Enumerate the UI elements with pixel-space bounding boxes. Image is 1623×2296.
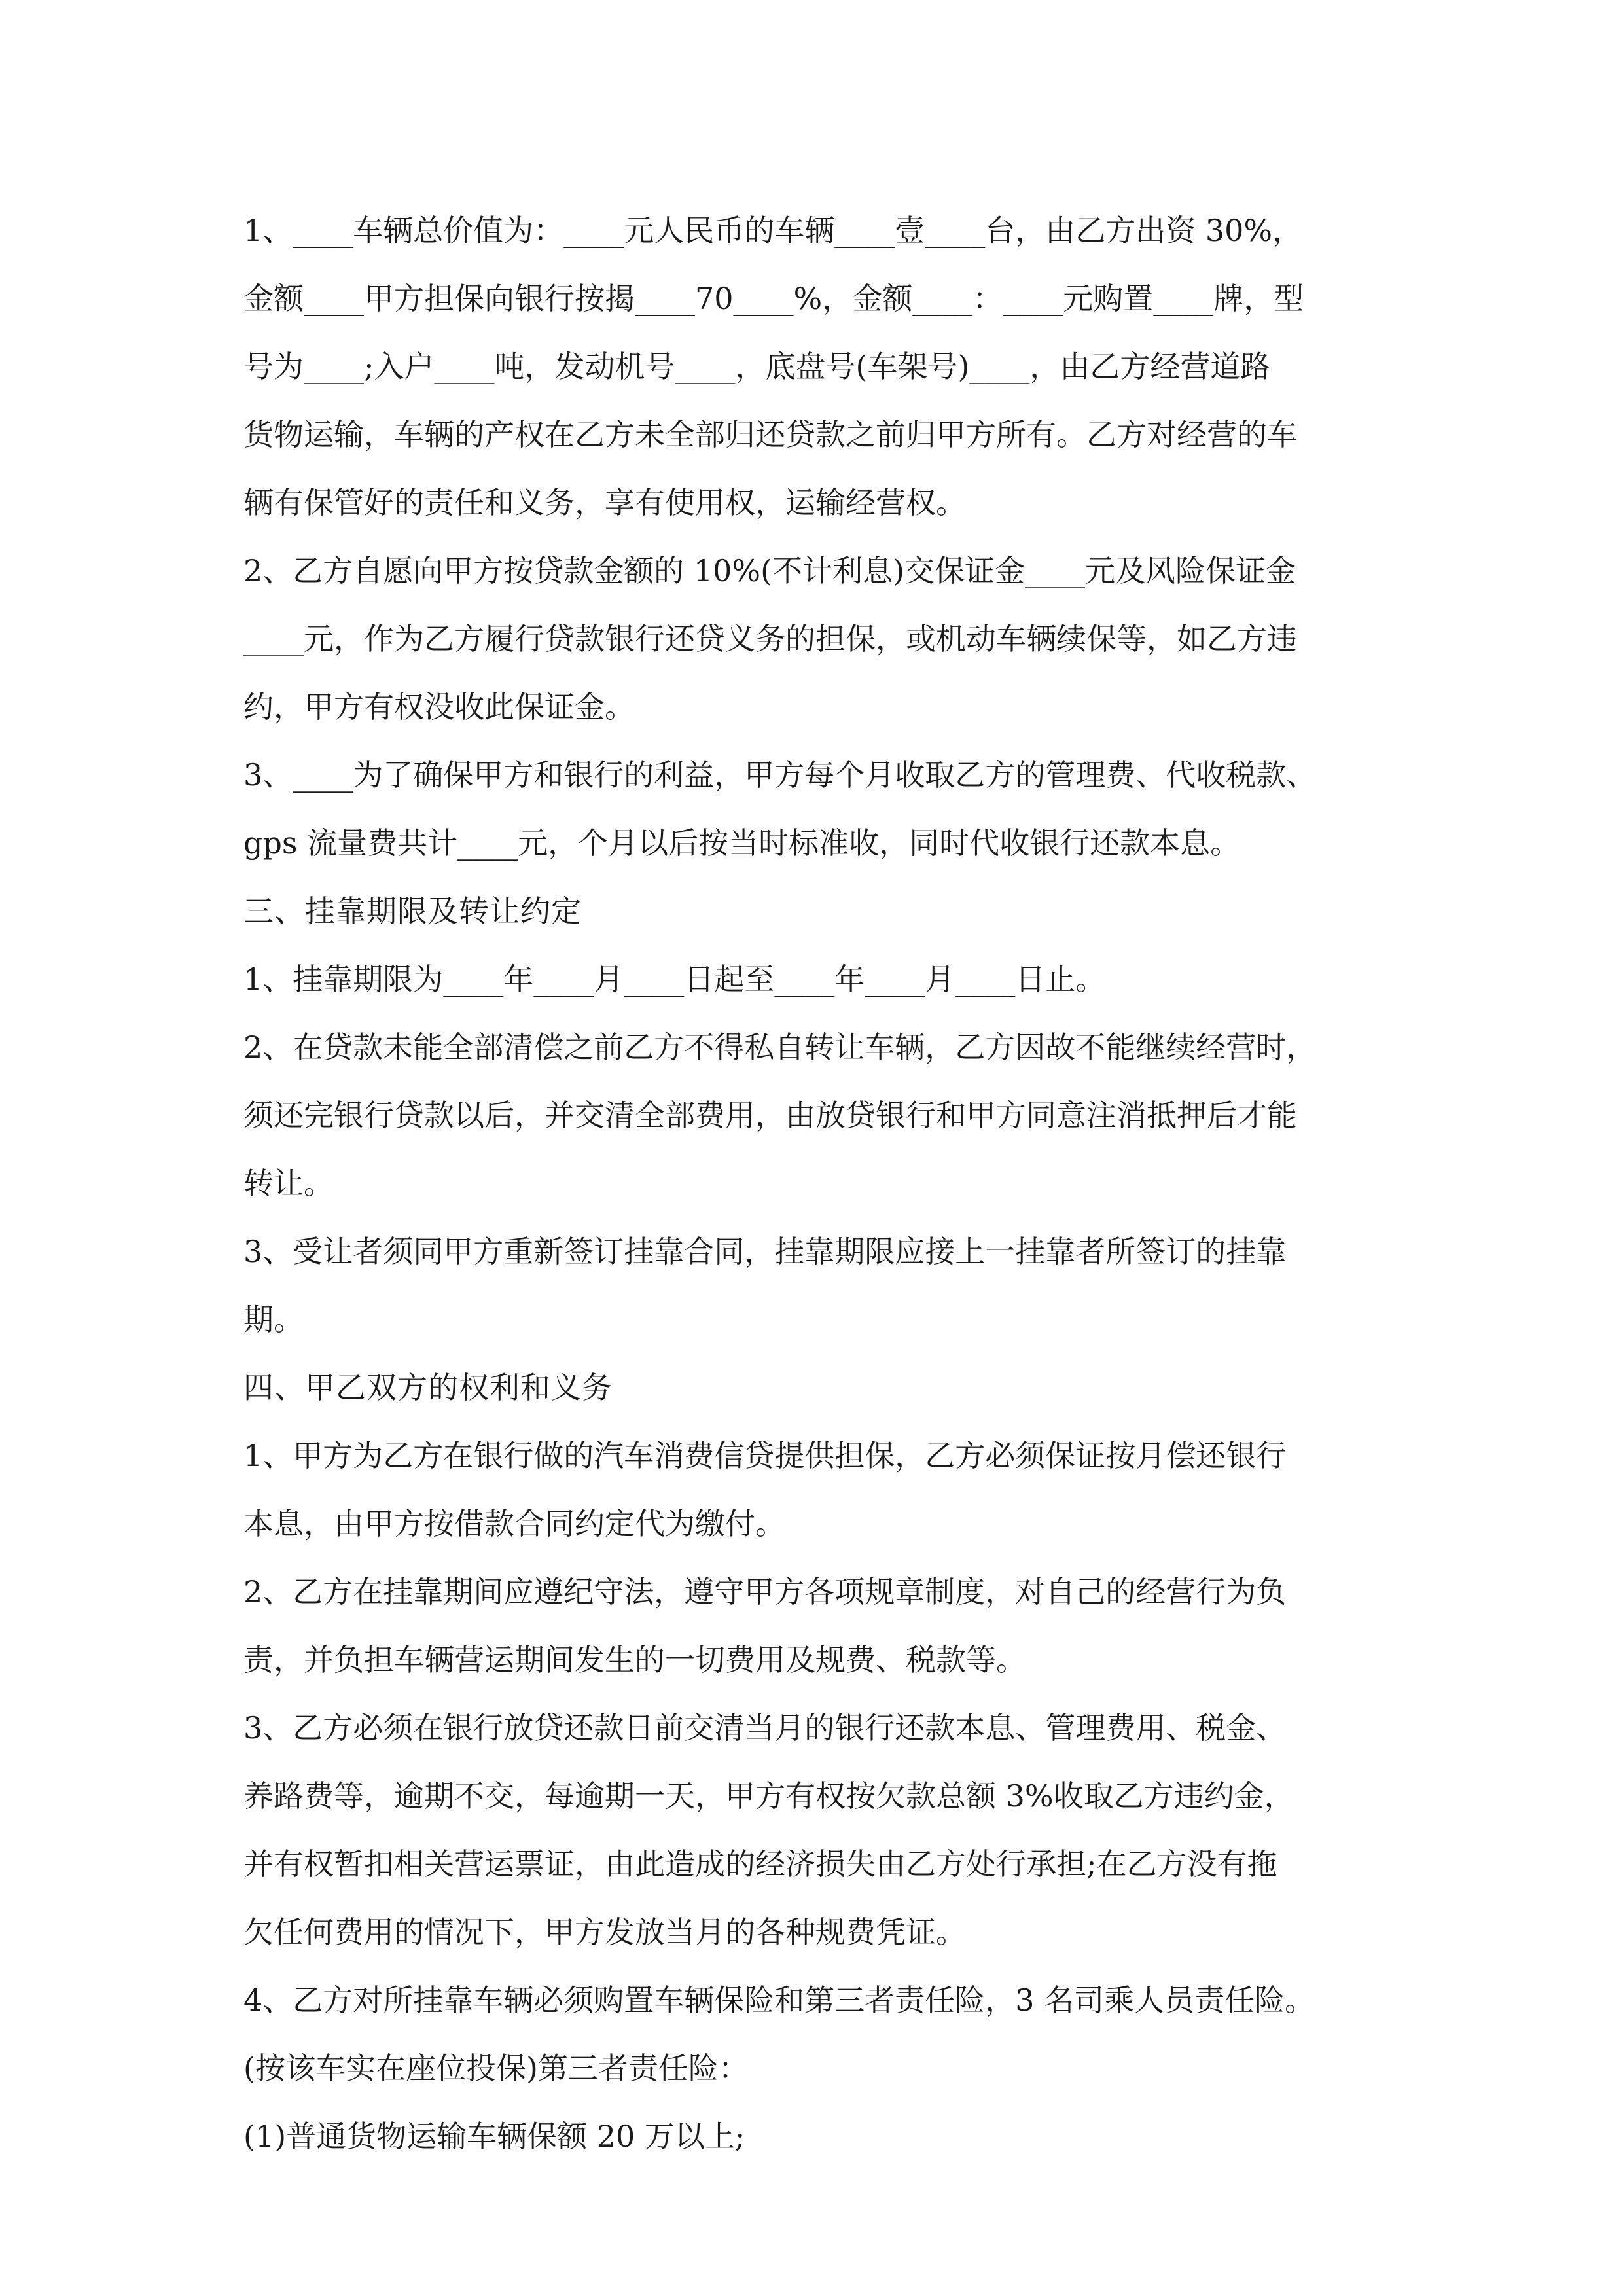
clause-3-line-2: gps 流量费共计____元，个月以后按当时标准收，同时代收银行还款本息。	[243, 825, 1241, 861]
section-3-clause-1: 1、挂靠期限为____年____月____日起至____年____月____日止。	[243, 961, 1106, 997]
section-3-clause-3-line-1: 3、受让者须同甲方重新签订挂靠合同，挂靠期限应接上一挂靠者所签订的挂靠	[243, 1234, 1287, 1269]
clause-1-line-2: 金额____甲方担保向银行按揭____70____%，金额____：____元购置____牌，型	[243, 281, 1304, 316]
section-4-clause-3-line-2: 养路费等，逾期不交，每逾期一天，甲方有权按欠款总额 3%收取乙方违约金，	[243, 1778, 1294, 1814]
section-4-clause-3-line-3: 并有权暂扣相关营运票证，由此造成的经济损失由乙方处行承担;在乙方没有拖	[243, 1846, 1277, 1882]
clause-1-line-1: 1、____车辆总价值为：____元人民币的车辆____壹____台，由乙方出资 30%，	[243, 213, 1303, 248]
section-4-clause-4-line-1: 4、乙方对所挂靠车辆必须购置车辆保险和第三者责任险，3 名司乘人员责任险。	[243, 1982, 1315, 2018]
section-3-heading: 三、挂靠期限及转让约定	[243, 893, 582, 929]
clause-1-line-4: 货物运输，车辆的产权在乙方未全部归还贷款之前归甲方所有。乙方对经营的车	[243, 417, 1297, 452]
clause-2-line-3: 约，甲方有权没收此保证金。	[243, 689, 635, 725]
clause-3-line-1: 3、____为了确保甲方和银行的利益，甲方每个月收取乙方的管理费、代收税款、	[243, 757, 1317, 793]
section-4-clause-3-line-4: 欠任何费用的情况下，甲方发放当月的各种规费凭证。	[243, 1914, 966, 1950]
section-3-clause-2-line-3: 转让。	[243, 1166, 334, 1201]
section-4-clause-2-line-1: 2、乙方在挂靠期间应遵纪守法，遵守甲方各项规章制度，对自己的经营行为负	[243, 1574, 1287, 1609]
clause-1-line-5: 辆有保管好的责任和义务，享有使用权，运输经营权。	[243, 485, 966, 520]
section-3-clause-2-line-2: 须还完银行贷款以后，并交清全部费用，由放贷银行和甲方同意注消抵押后才能	[243, 1098, 1297, 1133]
document-body	[243, 196, 1402, 2170]
clause-2-line-2: ____元，作为乙方履行贷款银行还贷义务的担保，或机动车辆续保等，如乙方违	[243, 621, 1297, 656]
section-4-clause-4-line-2: (按该车实在座位投保)第三者责任险：	[243, 2051, 749, 2086]
section-4-clause-2-line-2: 责，并负担车辆营运期间发生的一切费用及规费、税款等。	[243, 1642, 1026, 1677]
section-4-clause-1-line-1: 1、甲方为乙方在银行做的汽车消费信贷提供担保，乙方必须保证按月偿还银行	[243, 1438, 1287, 1473]
section-4-clause-4-item-1: (1)普通货物运输车辆保额 20 万以上;	[243, 2119, 745, 2154]
section-4-clause-1-line-2: 本息，由甲方按借款合同约定代为缴付。	[243, 1506, 785, 1541]
clause-2-line-1: 2、乙方自愿向甲方按贷款金额的 10%(不计利息)交保证金____元及风险保证金	[243, 553, 1296, 588]
section-3-clause-3-line-2: 期。	[243, 1302, 304, 1337]
section-3-clause-2-line-1: 2、在贷款未能全部清偿之前乙方不得私自转让车辆，乙方因故不能继续经营时，	[243, 1030, 1317, 1065]
section-4-heading: 四、甲乙双方的权利和义务	[243, 1370, 613, 1405]
clause-1-line-3: 号为____;入户____吨，发动机号____，底盘号(车架号)____，由乙方经营道路	[243, 349, 1271, 384]
section-4-clause-3-line-1: 3、乙方必须在银行放贷还款日前交清当月的银行还款本息、管理费用、税金、	[243, 1710, 1287, 1746]
